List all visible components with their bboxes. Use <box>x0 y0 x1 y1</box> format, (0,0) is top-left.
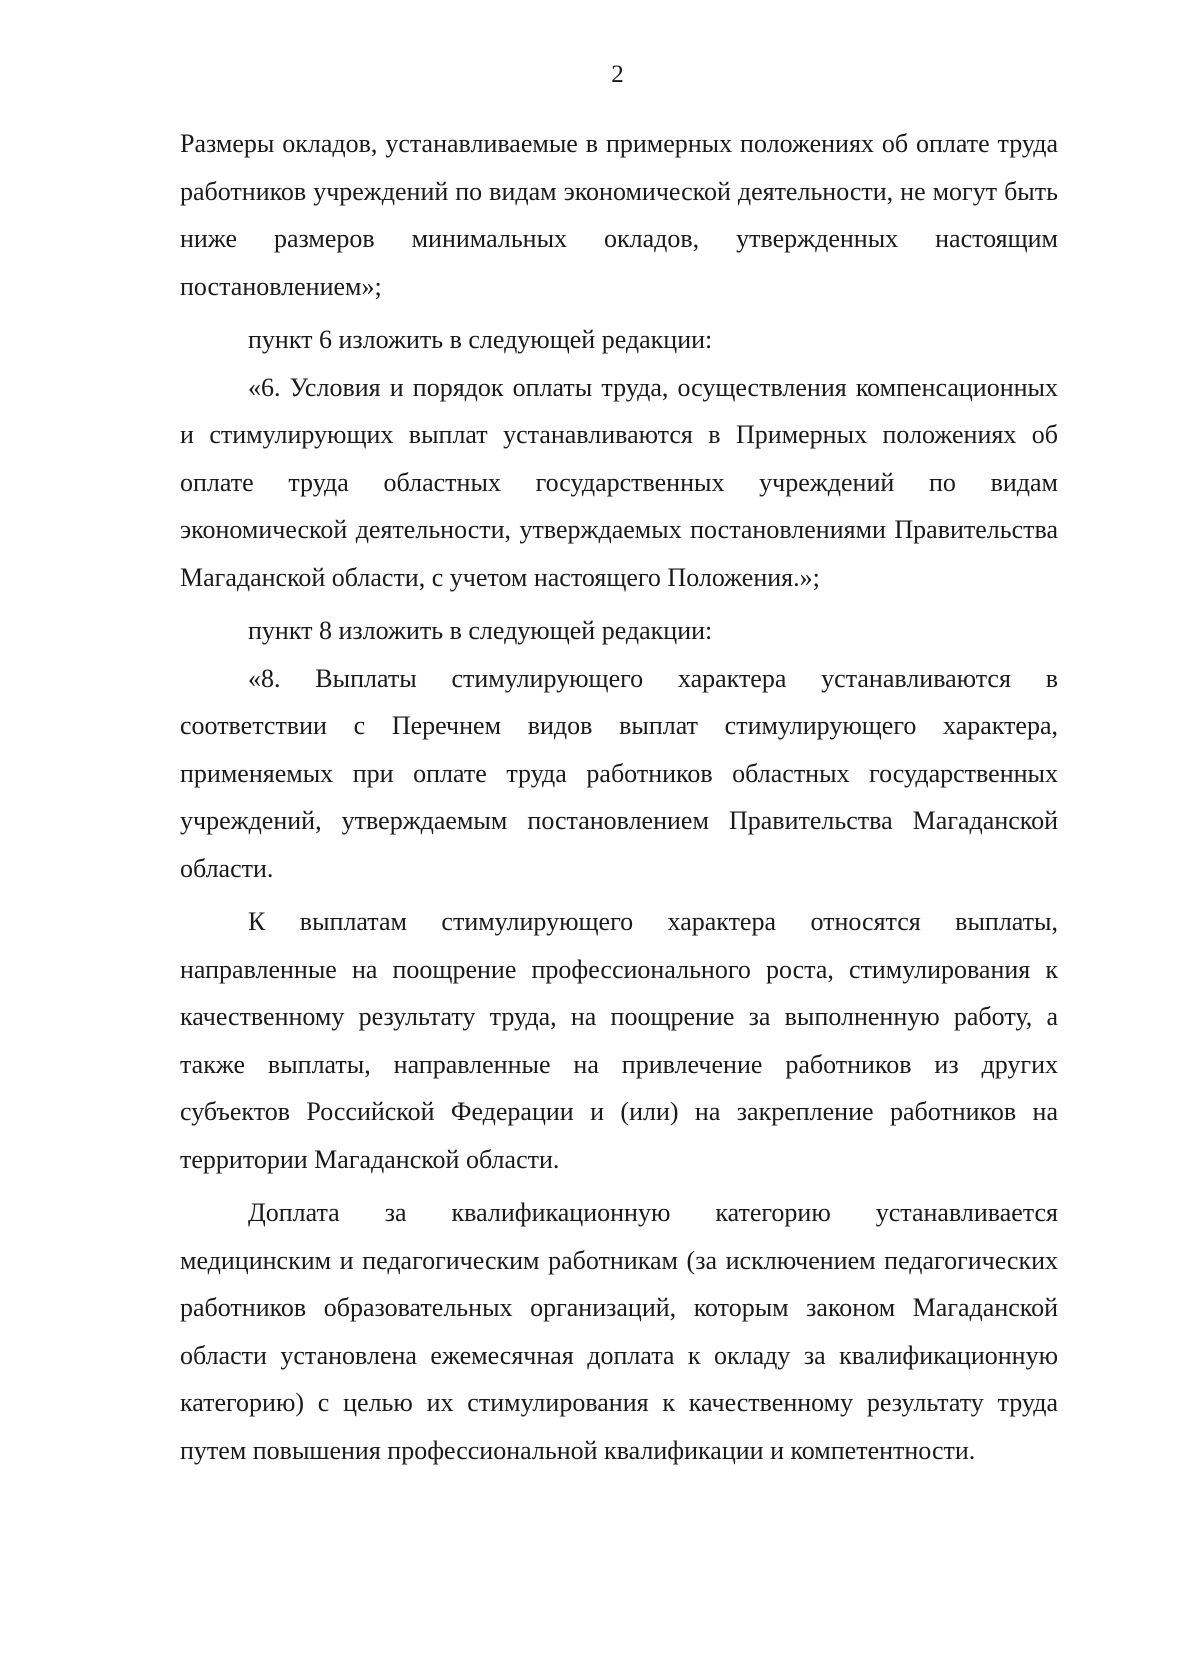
paragraph-incentive-payments: К выплатам стимулирующего характера относятся выплаты, направленные на поощрение профессионального роста, стимулирования к качественному результату труда, на поощрение за выполненную работу, а также выплаты, направленные на привлечение работников из других субъектов Российской Федерации и (или) на закрепление работников на территории Магаданской области. <box>180 907 1058 1174</box>
page-number: 2 <box>611 61 624 88</box>
paragraph-item-8-intro: пункт 8 изложить в следующей редакции: <box>248 616 713 645</box>
paragraph-qualification-bonus: Доплата за квалификационную категорию устанавливается медицинским и педагогическим работникам (за исключением педагогических работников образовательных организаций, которым законом Магаданской области установлена ежемесячная доплата к окладу за квалификационную категорию) с целью их стимулирования к качественному результату труда путем повышения профессиональной квалификации и компетентности. <box>180 1198 1058 1465</box>
paragraph-item-6-text: «6. Условия и порядок оплаты труда, осуществления компенсационных и стимулирующих выплат устанавливаются в Примерных положениях об оплате труда областных государственных учреждений по видам экономической деятельности, утверждаемых постановлениями Правительства Магаданской области, с учетом настоящего Положения.»; <box>180 372 1058 592</box>
paragraph-item-6-intro: пункт 6 изложить в следующей редакции: <box>248 325 713 354</box>
document-body <box>180 120 1058 1474</box>
paragraph-salary-sizes: Размеры окладов, устанавливаемые в примерных положениях об оплате труда работников учреждений по видам экономической деятельности, не могут быть ниже размеров минимальных окладов, утвержденных настоящим постановлением»; <box>180 129 1058 301</box>
paragraph-item-8-text: «8. Выплаты стимулирующего характера устанавливаются в соответствии с Перечнем видов выплат стимулирующего характера, применяемых при оплате труда работников областных государственных учреждений, утверждаемым постановлением Правительства Магаданской области. <box>180 663 1058 883</box>
